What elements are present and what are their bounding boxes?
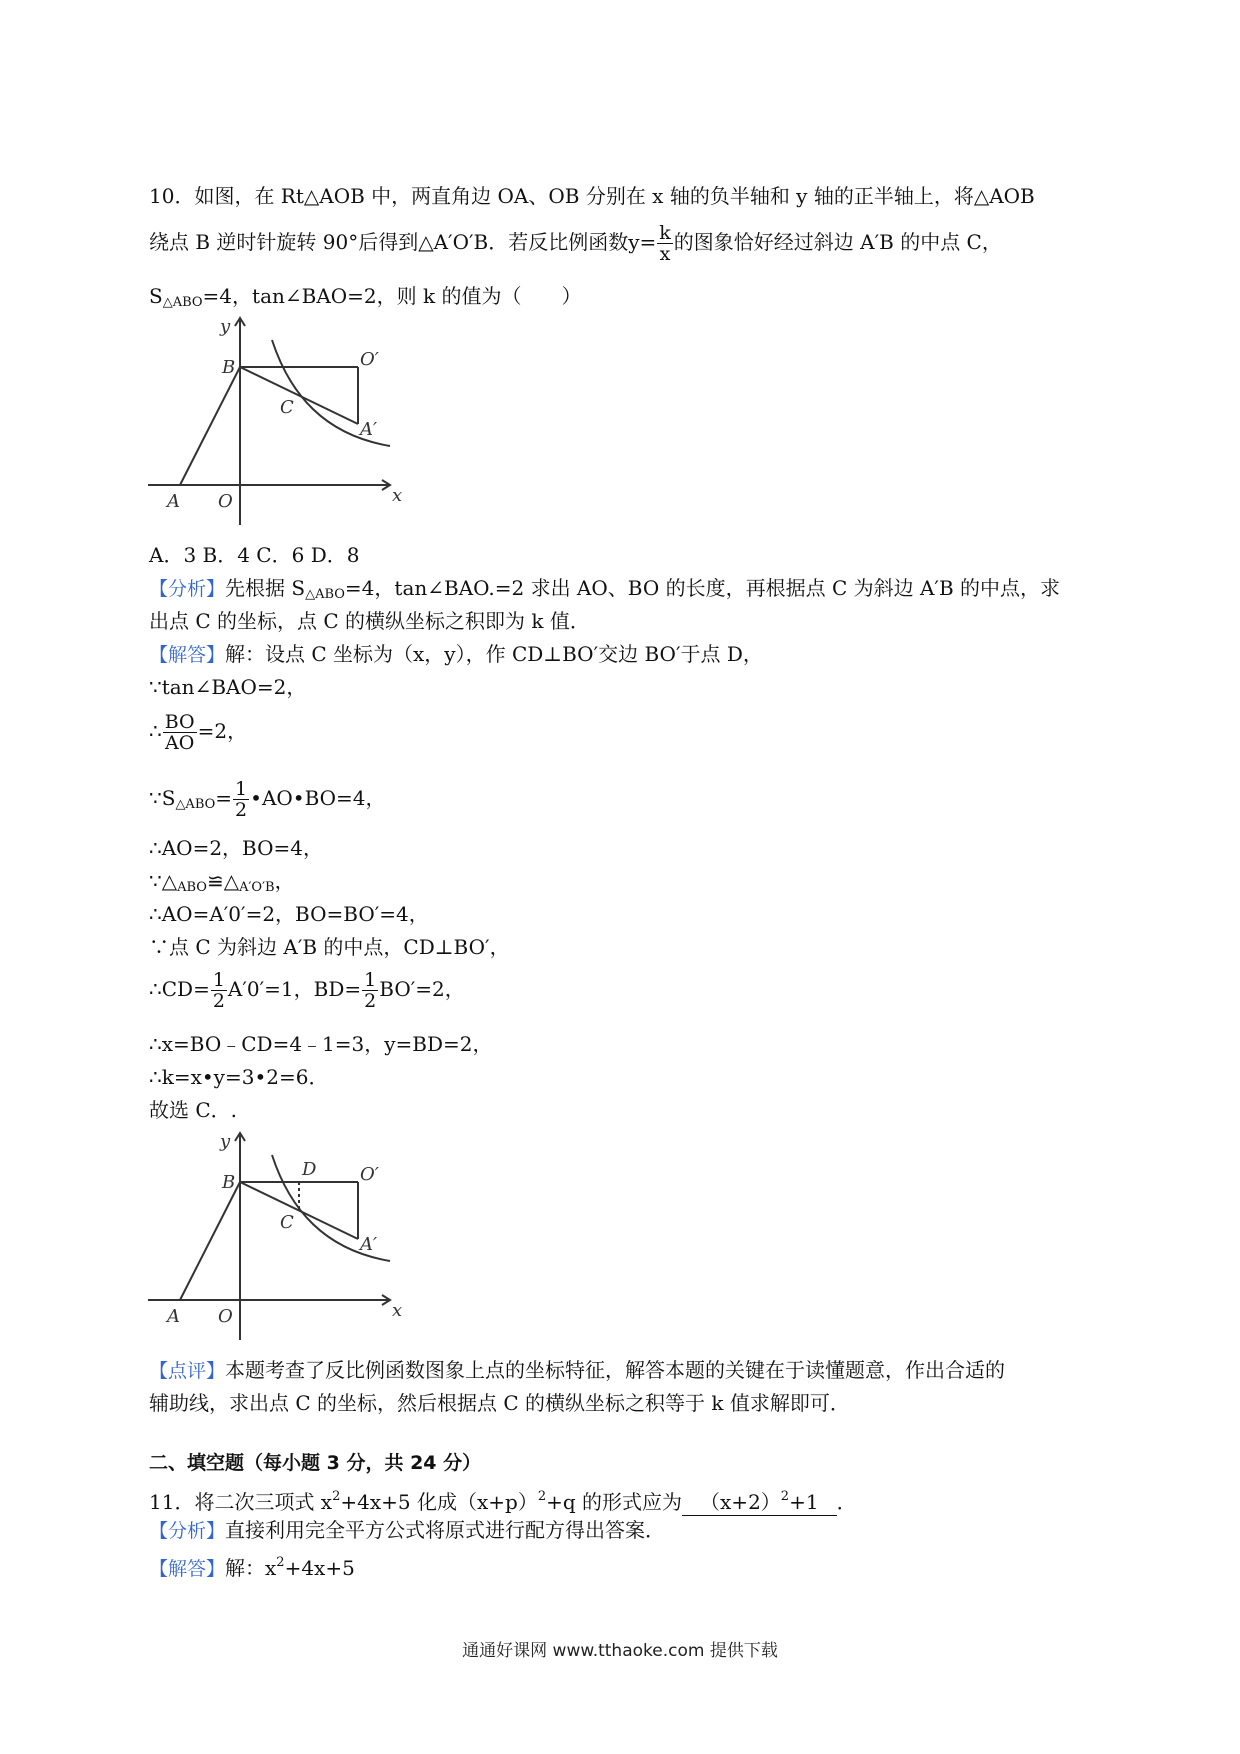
fig2-label-C: C — [280, 1212, 294, 1233]
func-numerator: k — [659, 222, 671, 244]
segment-AB — [180, 367, 240, 485]
q11-text-b: +4x+5 化成（x+p） — [340, 1490, 538, 1514]
q11-ans-sup: 2 — [780, 1489, 790, 1504]
step-3-den: 2 — [235, 799, 248, 821]
step-8-num1: 1 — [212, 969, 225, 991]
q11-answer-blank — [682, 1484, 837, 1516]
q11-answer-tag: 【解答】 — [149, 1558, 226, 1580]
step-8-pre: ∴CD= — [149, 977, 210, 1001]
analysis-text-a: 先根据 S — [225, 576, 306, 600]
q10-line3-rest: =4，tan∠BAO=2，则 k 的值为（ ） — [202, 284, 582, 308]
step-2-post: =2， — [197, 719, 248, 743]
step-8-den2: 2 — [364, 990, 377, 1012]
func-denominator: x — [659, 243, 671, 265]
step-6: ∴AO=A′0′=2，BO=BO′=4， — [149, 902, 429, 926]
q11-line — [149, 1484, 857, 1516]
q11-answer-b: +4x+5 — [284, 1556, 355, 1580]
step-3 — [149, 779, 386, 820]
step-5-sub1: ABO — [177, 880, 207, 895]
step-2-pre: ∴ — [149, 719, 162, 743]
section-2-heading: 二、填空题（每小题 3 分，共 24 分） — [149, 1452, 482, 1474]
fig1-label-C: C — [280, 397, 294, 418]
step-7: ∵点 C 为斜边 A′B 的中点，CD⊥BO′， — [149, 935, 510, 959]
fig2-label-A: A — [167, 1306, 180, 1327]
step-8-num2: 1 — [364, 969, 377, 991]
comment-line1 — [149, 1357, 1005, 1384]
step-8-fraction-1 — [211, 970, 227, 1011]
figure-2 — [140, 1125, 410, 1354]
step-4: ∴AO=2，BO=4， — [149, 836, 323, 860]
step-2 — [149, 712, 247, 753]
fig1-label-O: O — [218, 491, 233, 512]
fig2-label-A-prime: A′ — [360, 1234, 378, 1255]
step-5-post: ， — [274, 869, 295, 893]
q11-ans-b: +1 — [789, 1490, 819, 1514]
step-3-pre: ∵S — [149, 786, 176, 810]
func-y: y= — [628, 230, 657, 254]
q10-line2-text-b: 的图象恰好经过斜边 A′B 的中点 C， — [673, 230, 1002, 254]
q10-answer-line1 — [149, 641, 763, 668]
step-3-sub: △ABO — [175, 797, 216, 812]
q10-line3-s: S — [149, 284, 163, 308]
step-3-fraction — [233, 779, 249, 820]
step-10: ∴k=x•y=3•2=6． — [149, 1065, 329, 1089]
analysis-text-b: =4，tan∠BAO.=2 求出 AO、BO 的长度，再根据点 C 为斜边 A′B 的中点，求 — [344, 576, 1060, 600]
q10-line3-sub: △ABO — [162, 295, 203, 310]
step-3-eq: = — [215, 786, 233, 810]
comment-text-1: 本题考查了反比例函数图象上点的坐标特征，解答本题的关键在于读懂题意，作出合适的 — [225, 1358, 1006, 1382]
q10-analysis-line2: 出点 C 的坐标，点 C 的横纵坐标之积即为 k 值． — [149, 609, 590, 633]
step-8-mid: A′0′=1，BD= — [227, 977, 362, 1001]
fig2-label-B: B — [222, 1172, 236, 1193]
fig2-label-D: D — [302, 1159, 317, 1180]
q11-ans-a: （x+2） — [700, 1490, 781, 1514]
comment-line2: 辅助线，求出点 C 的坐标，然后根据点 C 的横纵坐标之积等于 k 值求解即可． — [149, 1391, 850, 1415]
step-5-pre: ∵△ — [149, 869, 178, 893]
figure-1 — [140, 310, 410, 539]
q10-line2-text-a: 绕点 B 逆时针旋转 90°后得到△A′O′B．若反比例函数 — [149, 230, 629, 254]
answer-tag: 【解答】 — [149, 644, 226, 666]
analysis-sub: △ABO — [305, 587, 345, 602]
step-5-sub2: A′O′B — [239, 880, 275, 895]
func-fraction — [657, 223, 673, 264]
page-footer: 通通好课网 www.tthaoke.com 提供下载 — [462, 1641, 778, 1661]
q11-analysis-text: 直接利用完全平方公式将原式进行配方得出答案． — [225, 1518, 666, 1542]
step-8 — [149, 970, 465, 1011]
fig2-label-x: x — [392, 1300, 403, 1321]
step-9: ∴x=BO﹣CD=4﹣1=3，y=BD=2， — [149, 1032, 493, 1056]
segment-AB — [180, 1182, 240, 1300]
q10-analysis-line1 — [149, 575, 1060, 608]
comment-tag: 【点评】 — [149, 1360, 226, 1382]
fig1-label-x: x — [392, 485, 403, 506]
step-5 — [149, 868, 295, 901]
step-2-fraction — [163, 712, 197, 753]
q10-line1: 10．如图，在 Rt△AOB 中，两直角边 OA、OB 分别在 x 轴的负半轴和 y 轴的正半轴上，将△AOB — [149, 184, 1035, 208]
step-2-den: AO — [165, 732, 195, 754]
fig1-label-y: y — [220, 316, 231, 337]
step-11: 故选 C．. — [149, 1098, 238, 1122]
step-2-num: BO — [164, 711, 195, 733]
q11-sup2: 2 — [537, 1489, 547, 1504]
q11-answer — [149, 1550, 355, 1582]
step-3-num: 1 — [235, 778, 248, 800]
step-3-post: •AO•BO=4， — [250, 786, 386, 810]
step-5-mid: ≌△ — [206, 869, 240, 893]
answer-text: 解：设点 C 坐标为（x，y），作 CD⊥BO′交边 BO′于点 D， — [225, 642, 763, 666]
q11-answer-a: 解：x — [225, 1556, 277, 1580]
q11-answer-sup: 2 — [276, 1555, 285, 1570]
step-8-fraction-2 — [362, 970, 378, 1011]
q11-sup1: 2 — [332, 1489, 341, 1504]
fig2-label-O-prime: O′ — [360, 1164, 379, 1185]
fig1-label-A: A — [167, 491, 180, 512]
fig1-label-A-prime: A′ — [360, 419, 378, 440]
q10-line2 — [149, 223, 1002, 264]
q11-analysis — [149, 1517, 665, 1544]
step-8-den1: 2 — [212, 990, 225, 1012]
segment-BA-prime — [240, 367, 358, 424]
q11-analysis-tag: 【分析】 — [149, 1520, 226, 1542]
fig2-label-y: y — [220, 1131, 231, 1152]
fig1-label-O-prime: O′ — [360, 349, 379, 370]
q10-options: A．3 B．4 C．6 D．8 — [149, 543, 360, 567]
q11-end: ． — [836, 1490, 857, 1514]
fig1-label-B: B — [222, 357, 236, 378]
step-8-post: BO′=2， — [379, 977, 465, 1001]
q11-text-a: 11．将二次三项式 x — [149, 1490, 333, 1514]
fig2-label-O: O — [218, 1306, 233, 1327]
analysis-tag: 【分析】 — [149, 578, 226, 600]
q11-text-c: +q 的形式应为 — [546, 1490, 683, 1514]
step-1: ∵tan∠BAO=2， — [149, 675, 307, 699]
